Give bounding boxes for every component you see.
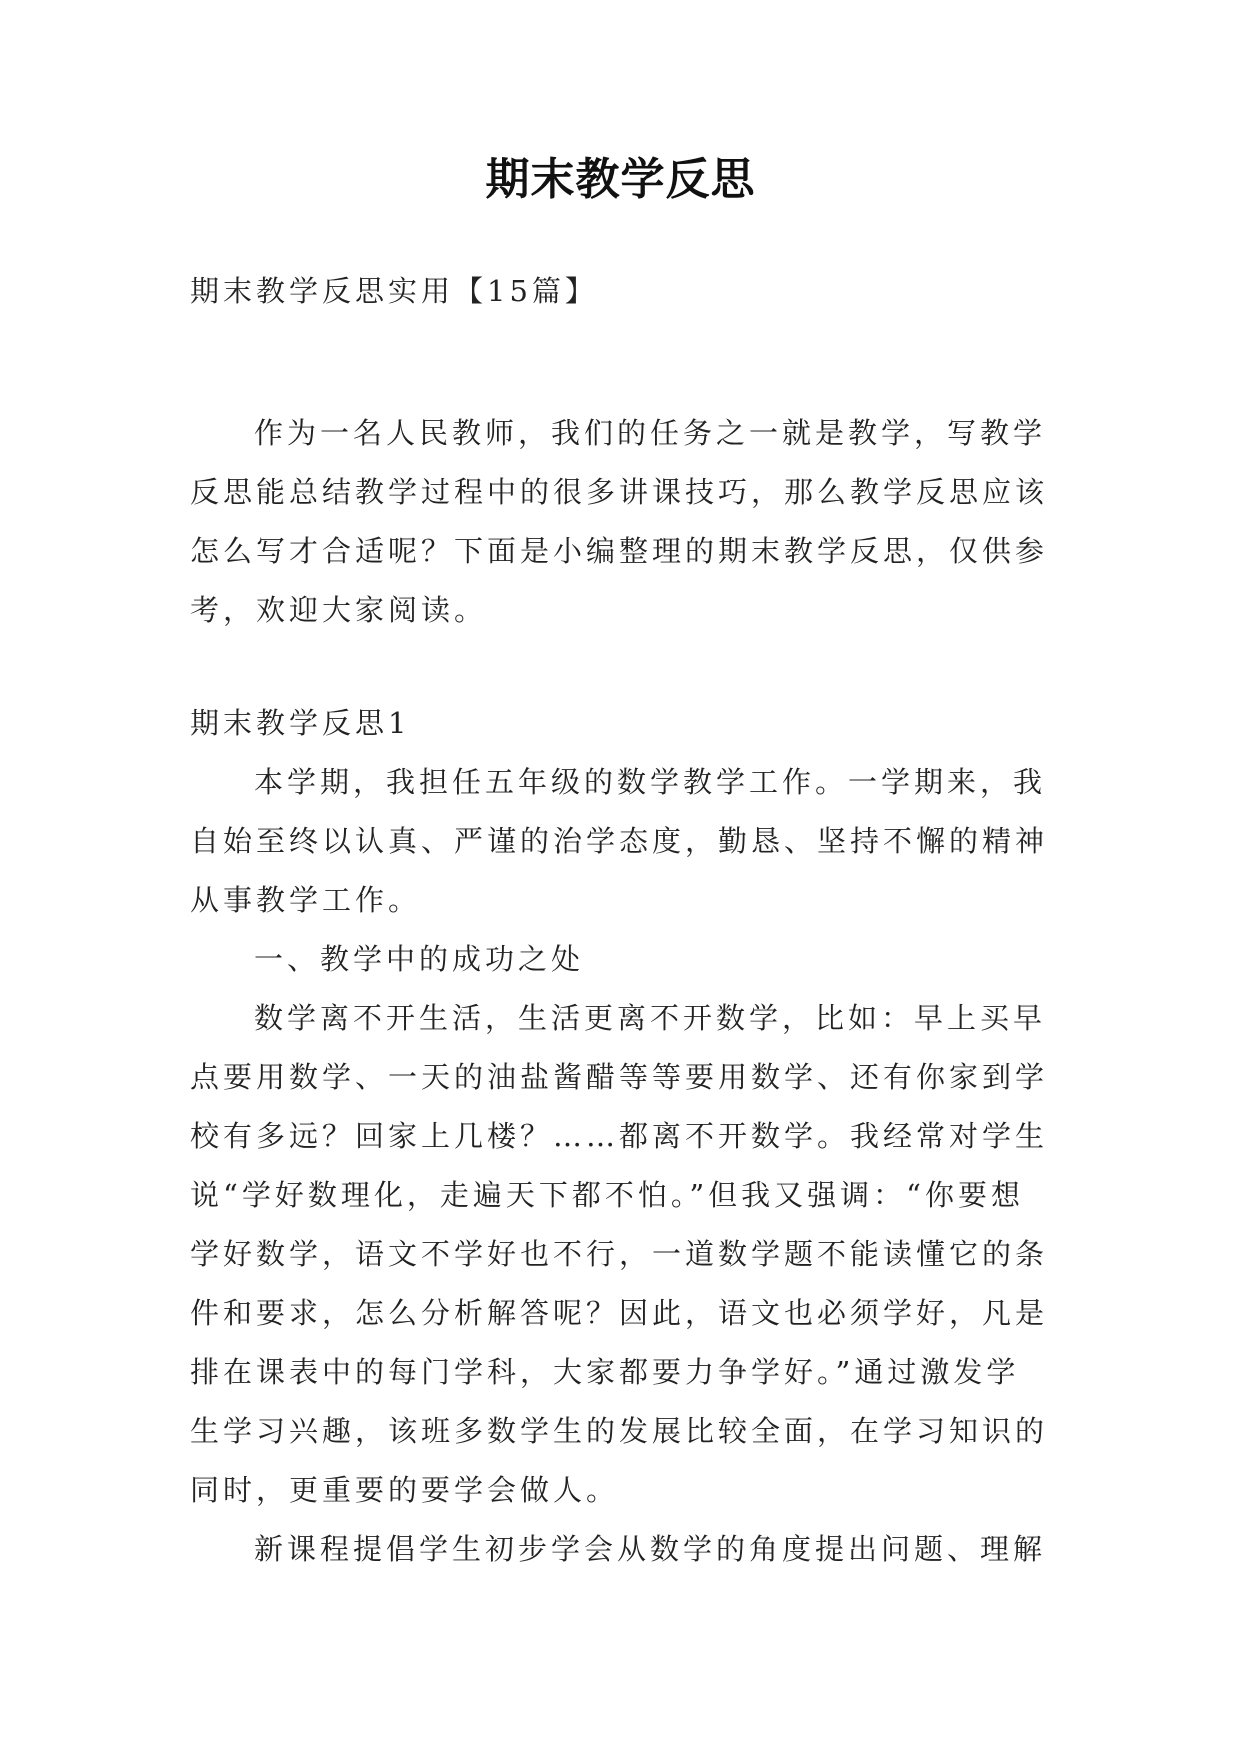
paragraph-line: 从事教学工作。 [190,883,422,917]
paragraph-line: 新课程提倡学生初步学会从数学的角度提出问题、理解 [254,1532,1047,1566]
intro-paragraph [190,404,1054,640]
paragraph-line: 反思能总结教学过程中的很多讲课技巧，那么教学反思应该 [190,475,1049,509]
page-title: 期末教学反思 [485,154,756,205]
paragraph-line: 点要用数学、一天的油盐酱醋等等要用数学、还有你家到学 [190,1060,1049,1094]
article-section [190,694,1054,1579]
paragraph-line: 排在课表中的每门学科，大家都要力争学好。”通过激发学 [190,1355,1020,1389]
subtitle-line: 期末教学反思实用【15篇】 [190,274,598,308]
paragraph-line: 生学习兴趣，该班多数学生的发展比较全面，在学习知识的 [190,1414,1049,1448]
document-subtitle [190,262,1054,321]
paragraph-line: 数学离不开生活，生活更离不开数学，比如：早上买早 [254,1001,1047,1035]
paragraph-line: 本学期，我担任五年级的数学教学工作。一学期来，我 [254,765,1047,799]
paragraph-line: 同时，更重要的要学会做人。 [190,1473,620,1507]
paragraph-line: 校有多远？回家上几楼？……都离不开数学。我经常对学生 [190,1119,1049,1153]
paragraph-line: 学好数学，语文不学好也不行，一道数学题不能读懂它的条 [190,1237,1049,1271]
paragraph-line: 自始至终以认真、严谨的治学态度，勤恳、坚持不懈的精神 [190,824,1049,858]
paragraph-line: 怎么写才合适呢？下面是小编整理的期末教学反思，仅供参 [190,534,1049,568]
paragraph-line: 说“学好数理化，走遍天下都不怕。”但我又强调：“你要想 [190,1178,1024,1212]
section-heading: 一、教学中的成功之处 [254,942,585,976]
paragraph-line: 件和要求，怎么分析解答呢？因此，语文也必须学好，凡是 [190,1296,1049,1330]
article-heading: 期末教学反思1 [190,706,411,740]
paragraph-line: 考，欢迎大家阅读。 [190,593,488,627]
paragraph-line: 作为一名人民教师，我们的任务之一就是教学，写教学 [254,416,1047,450]
